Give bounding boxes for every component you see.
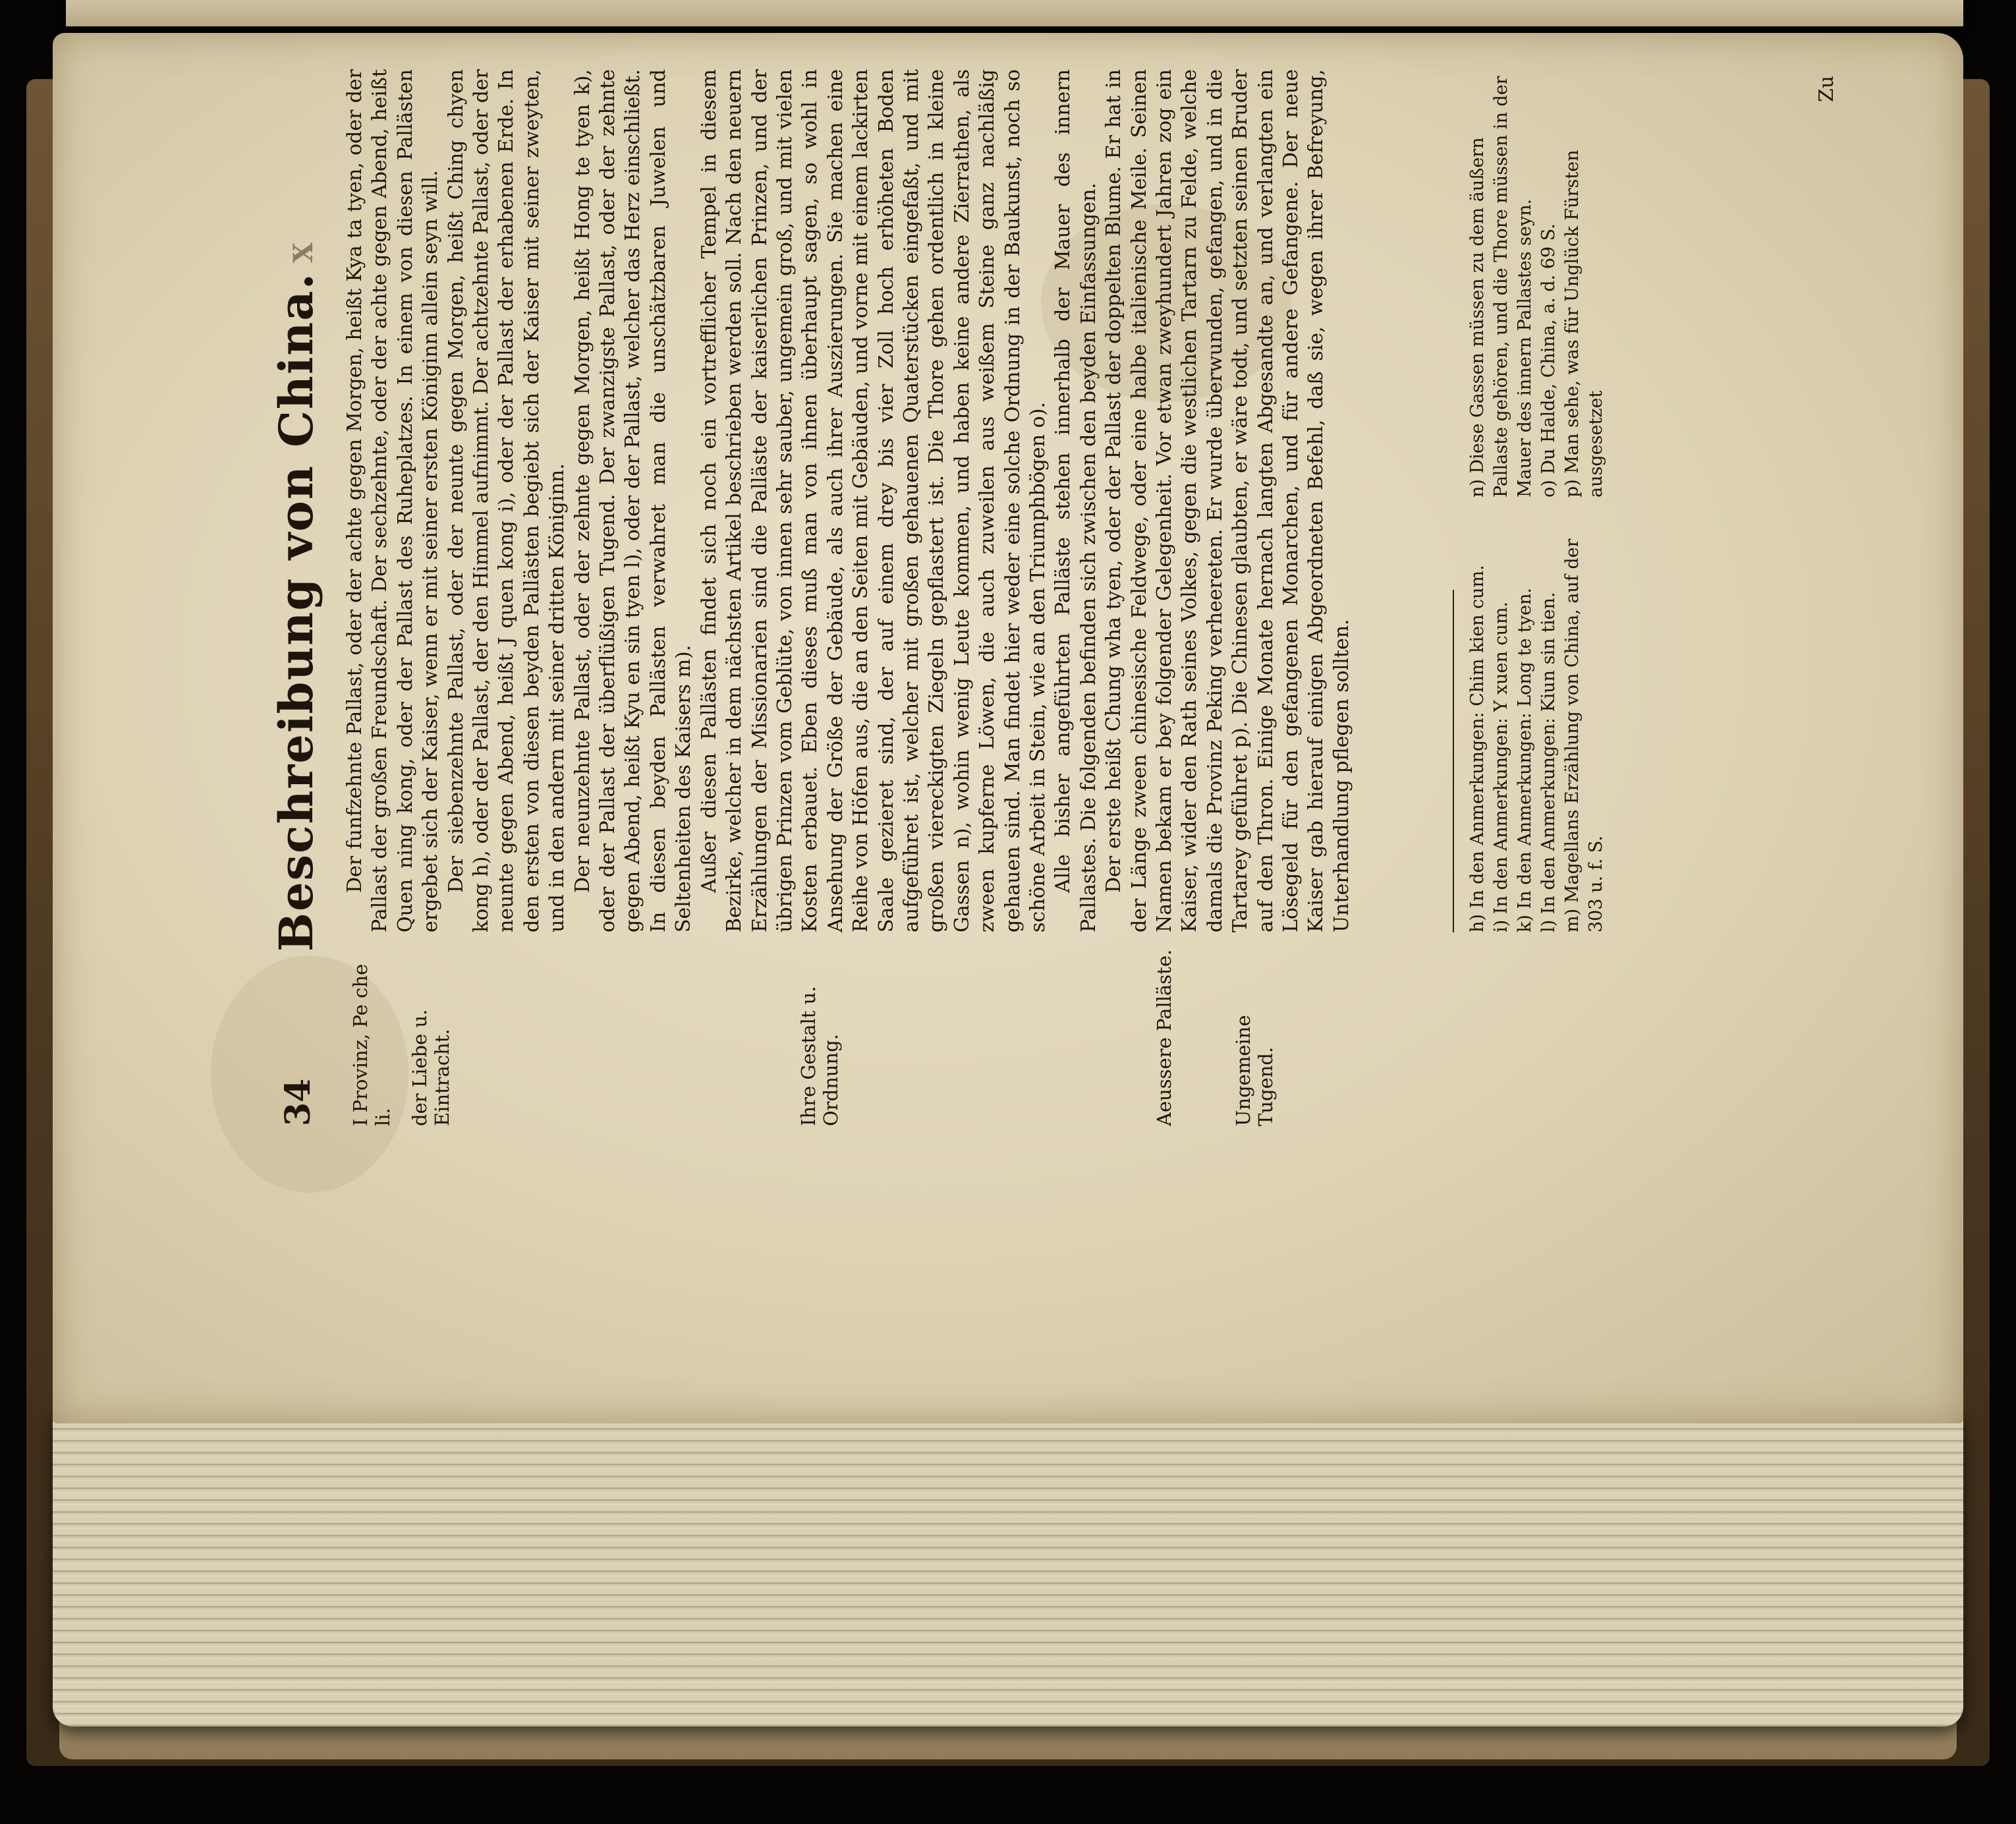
footnotes-right (1466, 69, 1608, 498)
margin-note-shape: Ihre Gestalt u. Ordnung. (797, 986, 842, 1126)
margin-note-virtue: Ungemeine Tugend. (1232, 1015, 1277, 1126)
page-edges (53, 1410, 1963, 1726)
running-head-text: Beschreibung von China. (269, 271, 323, 952)
footnote: h) In den Anmerkungen: Chim kien cum. (1467, 565, 1488, 932)
running-head-mark: X (288, 241, 319, 263)
margin-note-love: der Liebe u. Eintracht. (408, 1009, 453, 1126)
book-page (53, 33, 1963, 1423)
footnote: k) In den Anmerkungen: Long te tyen. (1515, 587, 1535, 932)
paragraph: Der siebenzehnte Pallast, oder der neunte gegen Morgen, heißt Ching chyen kong h), oder der Pallast, der den Himmel aufnimmt. Der achtzehnte Pallast, oder der neunte gegen Abend, heißt J quen kong i), oder der Pallast der erhabenen Erde. In den ersten von diesen beyden Pallästen begiebt sich der Kaiser mit seiner zweyten, und in den andern mit seiner dritten Königinn. (444, 69, 569, 932)
margin-note-province: I Provinz, Pe che li. (349, 963, 394, 1126)
previous-leaf-edge (66, 0, 1963, 26)
footnote: o) Du Halde, China, a. d. 69 S. (1538, 223, 1559, 498)
footnote: l) In den Anmerkungen: Kiun sin tien. (1538, 592, 1559, 932)
catchword: Zu (1815, 75, 1838, 102)
main-text (343, 69, 1355, 932)
paragraph: Der funfzehnte Pallast, oder der achte gegen Morgen, heißt Kya ta tyen, oder der Pallast der großen Freundschaft. Der sechzehnte, oder der achte gegen Abend, heißt Quen ning kong, oder der Pallast des Ruheplatzes. In einem von diesen Pallästen ergebet sich der Kaiser, wenn er mit seiner ersten Königinn allein seyn will. (343, 69, 443, 932)
page-number: 34 (278, 1078, 318, 1126)
rotated-page-content (244, 63, 1917, 1130)
footnote: n) Diese Gassen müssen zu dem äußern Pallaste gehören, und die Thore müssen in der Mauer des innern Pallastes seyn. (1467, 76, 1535, 498)
footnotes-left (1466, 511, 1608, 932)
footnote: m) Magellans Erzählung von China, auf der 303 u. f. S. (1562, 538, 1606, 932)
margin-note-outer-palaces: Aeussere Palläste. (1153, 949, 1175, 1126)
paragraph: Der erste heißt Chung wha tyen, oder der Pallast der doppelten Blume. Er hat in der Länge zween chinesische Feldwege, oder eine halbe italienische Meile. Seinen Namen bekam er bey folgender Gelegenheit. Vor etwan zweyhundert Jahren zog ein Kaiser, wider den Rath seines Volkes, gegen die westlichen Tartarn zu Felde, welche damals die Provinz Peking verheereten. Er wurde überwunden, gefangen, und in die Tartarey geführet p). Die Chinesen glaubten, er wäre todt, und setzten seinen Bruder auf den Thron. Einige Monate hernach langten Abgesandte an, und verlangten ein Lösegeld für den gefangenen Monarchen, und für andere Gefangene. Der neue Kaiser gab hierauf einigen Abgeordneten Befehl, daß sie, wegen ihrer Befreyung, Unterhandlung pflegen sollten. (1102, 69, 1353, 932)
footnote-rule (1453, 590, 1454, 932)
running-head (269, 63, 323, 1130)
footnote: i) In den Anmerkungen: Y xuen cum. (1491, 601, 1511, 932)
paragraph: Der neunzehnte Pallast, oder der zehnte gegen Morgen, heißt Hong te tyen k), oder der Pallast der überflüßigen Tugend. Der zwanzigste Pallast, oder der zehnte gegen Abend, heißt Kyu en sin tyen l), oder der Pallast, welcher das Herz einschließt. In diesen beyden Pallästen verwahret man die unschätzbaren Juwelen und Seltenheiten des Kaisers m). (571, 69, 696, 932)
footnote: p) Man sehe, was für Unglück Fürsten ausgesetzet (1562, 150, 1606, 498)
paragraph: Alle bisher angeführten Palläste stehen innerhalb der Mauer des innern Pallastes. Die folgenden befinden sich zwischen den beyden Einfassungen. (1051, 69, 1100, 932)
paragraph: Außer diesen Pallästen findet sich noch ein vortrefflicher Tempel in diesem Bezirke, welcher in dem nächsten Artikel beschrieben werden soll. Nach den neuern Erzählungen der Missionarien sind die Palläste der kaiserlichen Prinzen, und der übrigen Prinzen vom Geblüte, von innen sehr sauber, ungemein groß, und mit vielen Kosten erbauet. Eben dieses muß man von ihnen überhaupt sagen, so wohl in Ansehung der Größe der Gebäude, als auch ihrer Auszierungen. Sie machen eine Reihe von Höfen aus, die an den Seiten mit Gebäuden, und vorne mit einem lackirten Saale gezieret sind, der auf einem drey bis vier Zoll hoch erhöheten Boden aufgeführet ist, welcher mit großen gehauenen Quaterstücken eingefaßt, und mit großen viereckigten Ziegeln gepflastert ist. Die Thore gehen ordentlich in kleine Gassen n), wohin wenig Leute kommen, und haben keine andere Zierrathen, als zween kupferne Löwen, die auch zuweilen aus weißem Steine ganz nachläßig gehauen sind. Man findet hier weder eine solche Ordnung in der Baukunst, noch so schöne Arbeit in Stein, wie an den Triumphbögen o). (697, 69, 1050, 932)
